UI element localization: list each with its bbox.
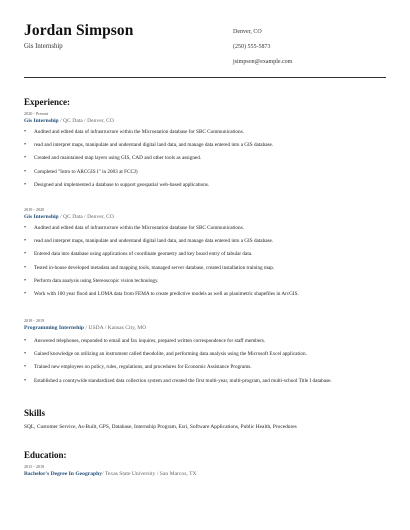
job-dates: 2019 - 2020	[24, 207, 45, 212]
job-bullet: • Audited and edited data of infrastructure within the Microstation database for SBC Communications.	[24, 222, 386, 235]
job-org: / QC Data / Denver, CO	[58, 214, 114, 220]
job-entry	[24, 207, 386, 301]
job-heading	[24, 213, 386, 222]
experience-heading: Experience:	[24, 97, 70, 107]
job-entry	[24, 111, 386, 192]
job-heading	[24, 117, 386, 126]
job-bullet: • Audited and edited data of infrastructure within the Microstation database for SBC Communications.	[24, 126, 386, 139]
contact-email: jsimpson@example.com	[233, 59, 293, 65]
job-title: Programming Internship	[24, 325, 85, 331]
job-bullet: • Completed "Intro to ARCGIS I" in 2003 at FCCJ)	[24, 166, 386, 179]
candidate-name: Jordan Simpson	[24, 22, 134, 39]
job-entry	[24, 318, 386, 388]
job-bullet: • Gained knowledge on utilizing an instrument called theodolite, and performing data analysis using the Microsoft Excel application.	[24, 348, 386, 361]
job-dates: 2020 - Present	[24, 111, 49, 116]
job-bullet: • Created and maintained map layers using GIS, CAD and other tools as assigned.	[24, 152, 386, 165]
contact-phone: (250) 555-5873	[233, 44, 271, 50]
job-bullet: • Entered data into database using applications of coordinate geometry and key board entry of tabular data.	[24, 248, 386, 261]
job-bullets	[24, 222, 386, 301]
job-heading	[24, 324, 386, 333]
contact-location: Denver, CO	[233, 29, 262, 35]
job-bullets	[24, 335, 386, 388]
education-heading-line	[24, 470, 386, 479]
skills-list: SQL, Customer Service, As-Built, GPS, Database, Internship Program, Esri, Software Applications, Public Health, Procedures	[24, 424, 297, 430]
job-bullets	[24, 126, 386, 192]
resume-header	[24, 22, 386, 78]
contact-block	[233, 29, 292, 74]
job-bullet: • Designed and implemented a database to support geospatial web-based applications.	[24, 179, 386, 192]
job-bullet: • Trained new employees on policy, rules, regulations, and procedures for Economic Assistance Programs.	[24, 361, 386, 374]
job-bullet: • Established a countywide standardized data collection system and created the first multi-year, multi-program, and multi-school Title I database.	[24, 375, 386, 388]
skills-heading: Skills	[24, 408, 46, 418]
job-org: / QC Data / Denver, CO	[58, 118, 114, 124]
education-entry	[24, 464, 386, 479]
job-dates: 2018 - 2019	[24, 318, 45, 323]
job-bullet: • read and interpret maps, manipulate and understand digital land data, and manage data entered into a GIS database.	[24, 235, 386, 248]
job-bullet: • read and interpret maps, manipulate and understand digital land data, and manage data entered into a GIS database.	[24, 139, 386, 152]
job-title: Gis Internship	[24, 118, 59, 124]
job-bullet: • Work with 100 year flood and LOMA data from FEMA to create predictive models as well as planimetric shapefiles in ArcGIS.	[24, 288, 386, 301]
education-dates: 2015 - 2018	[24, 464, 45, 469]
education-heading: Education:	[24, 450, 67, 460]
job-bullet: • Tested in-house developed metadata and mapping tools, managed server database, created installation training map.	[24, 262, 386, 275]
education-degree: Bachelor's Degree In Geography	[24, 471, 103, 477]
job-bullet: • Perform data analysis using Stereoscopic vision technology.	[24, 275, 386, 288]
header-divider	[24, 77, 386, 78]
candidate-role: Gis Internship	[24, 43, 63, 50]
job-title: Gis Internship	[24, 214, 59, 220]
job-org: / USDA / Kansas City, MO	[84, 325, 147, 331]
job-bullet: • Answered telephones, responded to email and fax inquires, prepared written correspondence for staff members.	[24, 335, 386, 348]
education-school: / Texas State University / San Marcos, TX	[102, 471, 197, 477]
